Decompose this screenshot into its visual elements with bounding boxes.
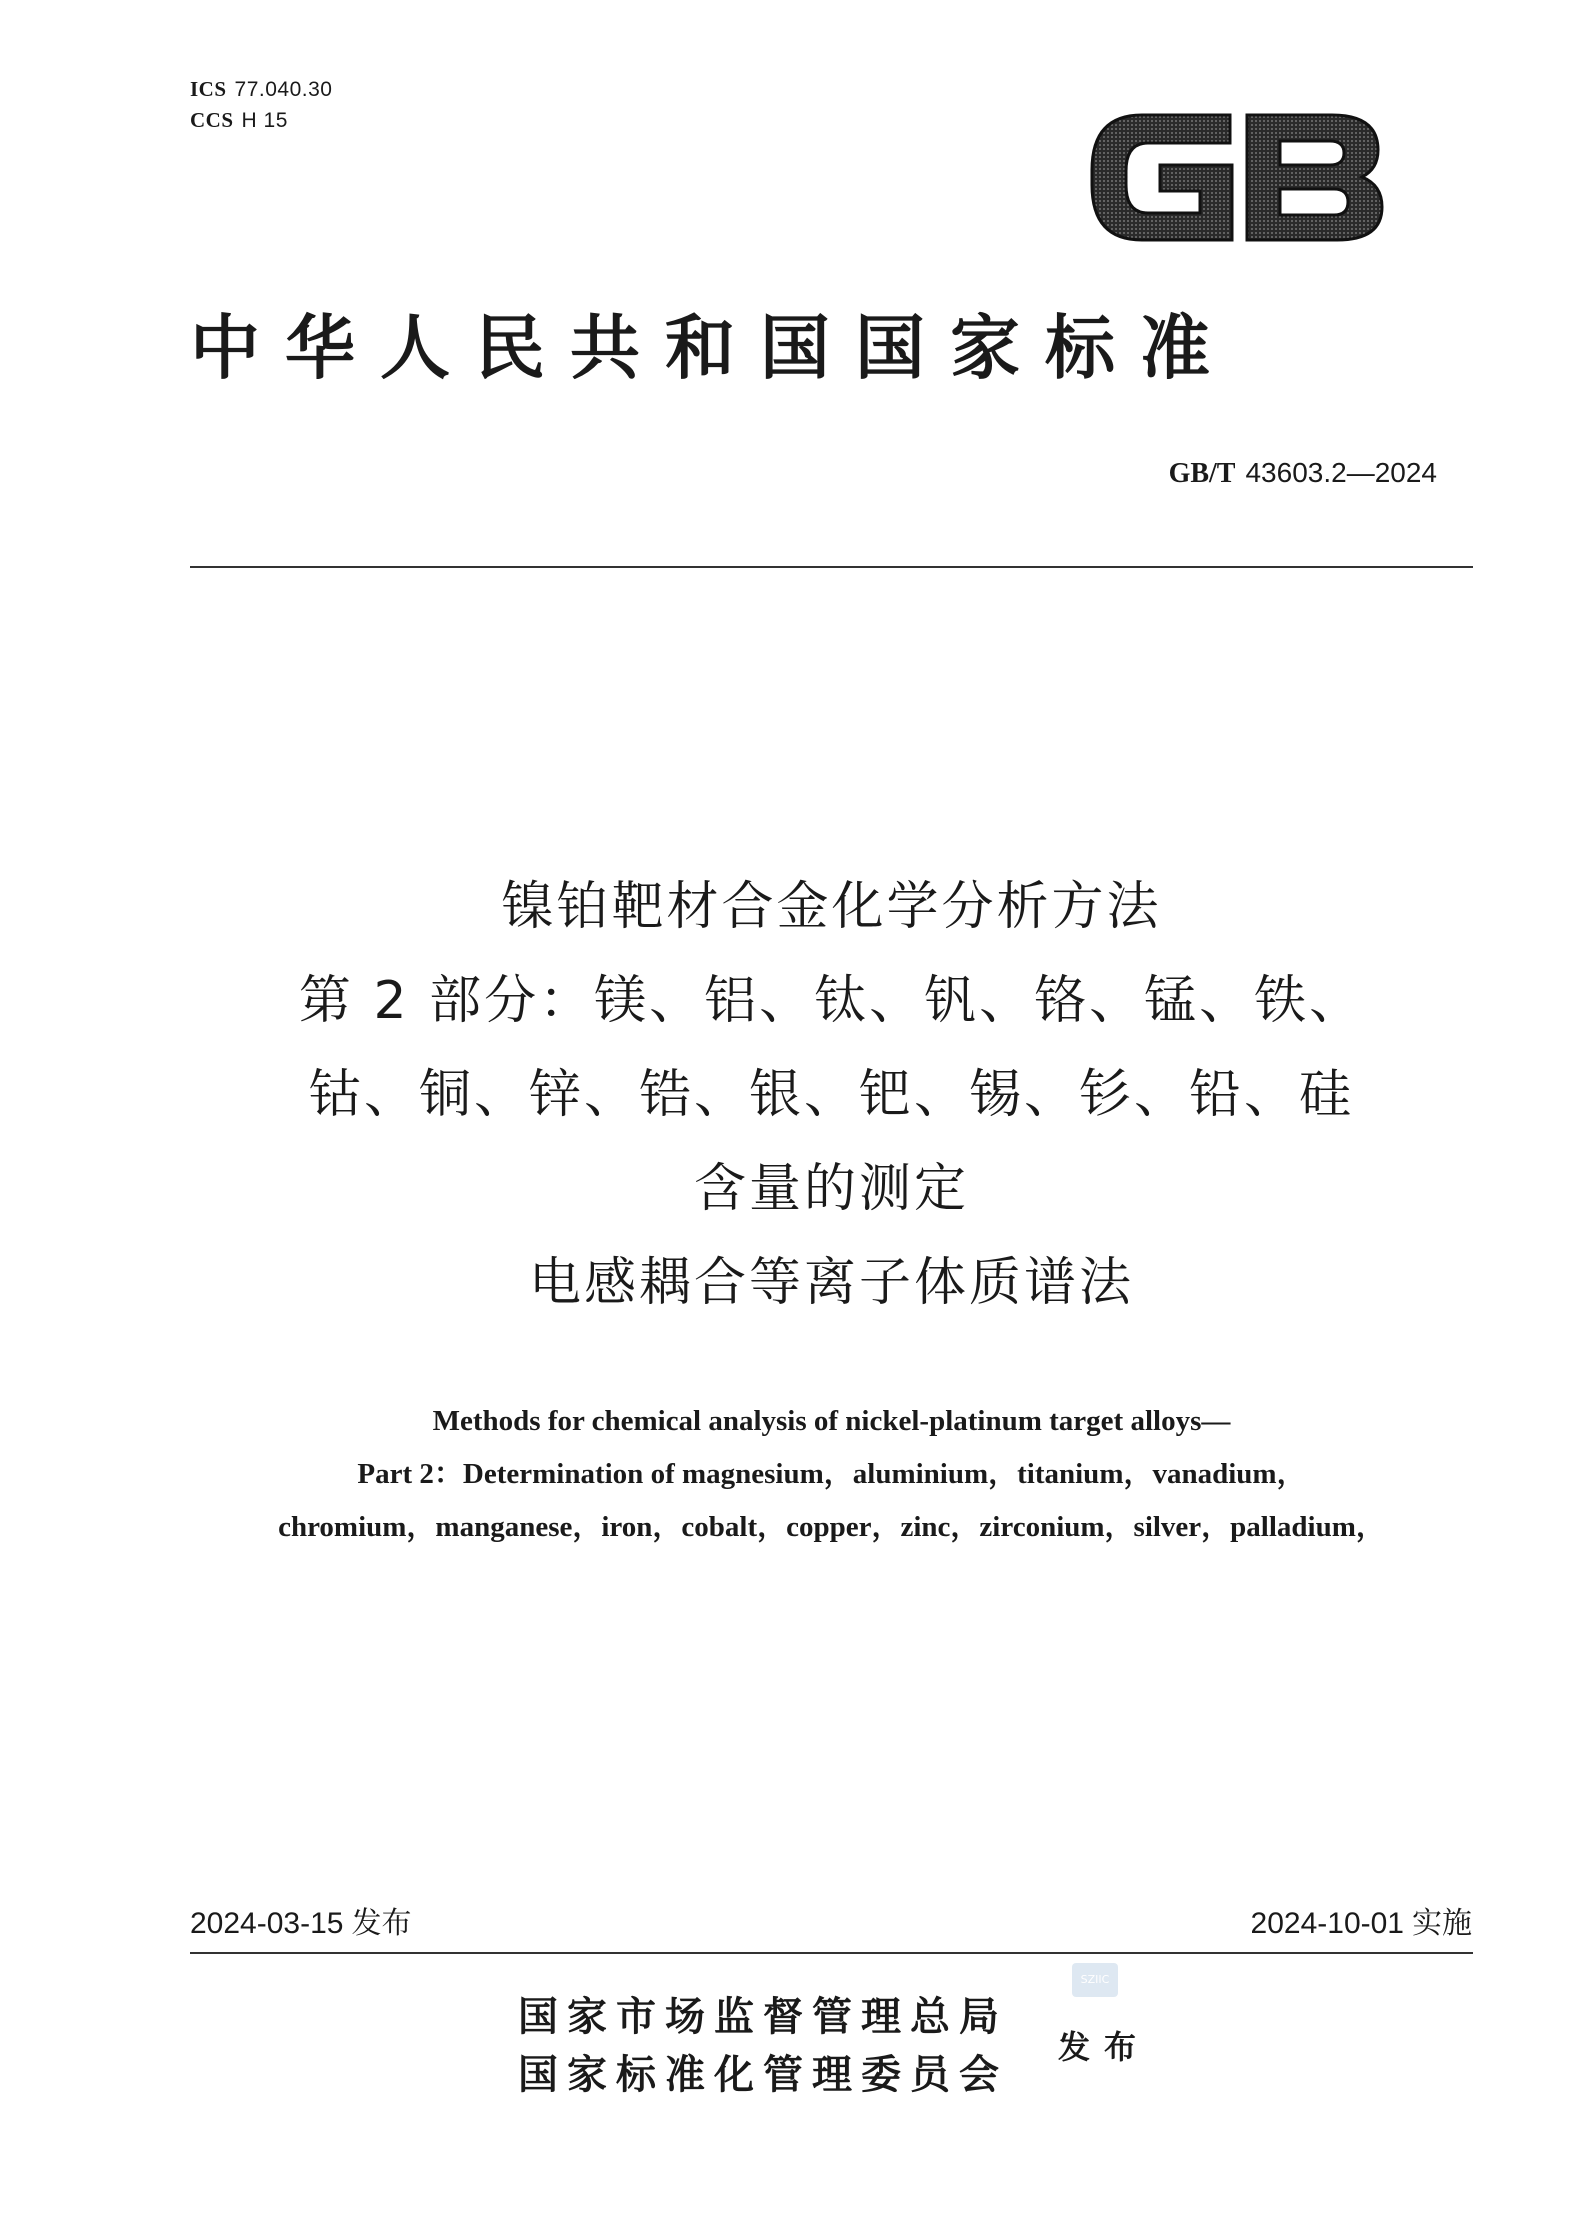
standard-number-value: 43603.2—2024 xyxy=(1245,457,1437,488)
gb-logo xyxy=(1082,95,1392,255)
ics-label: ICS xyxy=(190,77,227,101)
standard-number xyxy=(1169,456,1437,490)
bottom-divider xyxy=(190,1952,1473,1954)
ics-code xyxy=(190,74,332,105)
implementation-date-value: 2024-10-01 xyxy=(1250,1907,1404,1940)
ics-value: 77.040.30 xyxy=(234,78,333,101)
issuer-name: 国家标准化管理委员会 xyxy=(518,2051,1008,2098)
chinese-title-line: 钴、铜、锌、锆、银、钯、锡、钐、铅、硅 xyxy=(308,1065,1354,1125)
english-title-line: chromium，manganese，iron，cobalt，copper，zinc，zirconium，silver，palladium， xyxy=(278,1511,1385,1543)
issuer-name: 国家市场监督管理总局 xyxy=(518,1993,1008,2040)
issue-date xyxy=(190,1898,411,1942)
english-title-line: Methods for chemical analysis of nickel-platinum target alloys— xyxy=(432,1405,1231,1437)
chinese-title-line: 含量的测定 xyxy=(693,1159,969,1219)
issue-date-label: 发布 xyxy=(351,1906,412,1941)
ccs-code xyxy=(190,105,332,136)
publish-label: 发布 xyxy=(1058,2028,1151,2066)
chinese-title-line: 电感耦合等离子体质谱法 xyxy=(528,1253,1134,1313)
implementation-date-label: 实施 xyxy=(1412,1906,1472,1941)
top-divider xyxy=(190,566,1473,568)
gb-logo-letter-b xyxy=(1247,115,1382,240)
issue-date-value: 2024-03-15 xyxy=(190,1907,344,1940)
watermark-stamp: SZIIC xyxy=(1072,1963,1118,1997)
chinese-title-line: 镍铂靶材合金化学分析方法 xyxy=(501,877,1162,937)
english-title-line: Part 2：Determination of magnesium，aluminium，titanium，vanadium， xyxy=(357,1458,1306,1490)
english-title xyxy=(190,1395,1473,1554)
ccs-label: CCS xyxy=(190,108,234,132)
gb-logo-letter-g xyxy=(1092,115,1232,240)
national-standard-title: 中华人民共和国国家标准 xyxy=(190,306,1235,389)
chinese-title-line: 第 2 部分：镁、铝、钛、钒、铬、锰、铁、 xyxy=(298,971,1365,1031)
issuing-authorities xyxy=(518,1988,1008,2104)
classification-codes xyxy=(190,74,332,136)
standard-number-prefix: GB/T xyxy=(1168,458,1236,489)
chinese-title xyxy=(190,860,1473,1330)
implementation-date xyxy=(1251,1898,1472,1942)
ccs-value: H 15 xyxy=(241,109,288,132)
